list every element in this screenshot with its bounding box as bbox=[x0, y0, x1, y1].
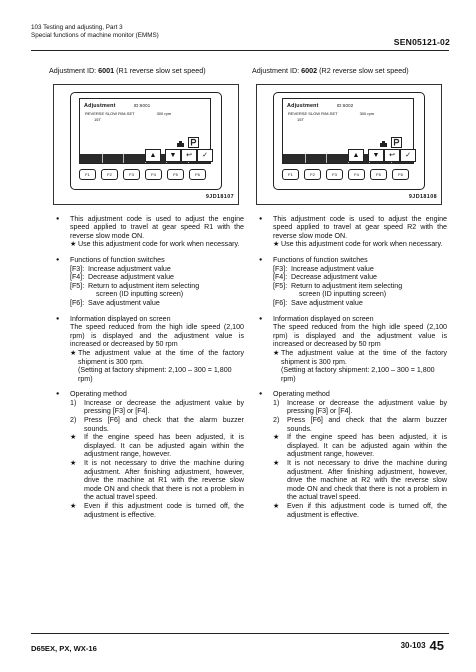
adjustment-title: Adjustment ID: 6001 (R1 reverse slow set speed) bbox=[49, 66, 206, 75]
lcd-title: Adjustment ID:6002 bbox=[287, 102, 354, 109]
usage-note: ★ Use this adjustment code for work when necessary. bbox=[70, 240, 240, 249]
parking-icon bbox=[188, 137, 199, 148]
engine-icon bbox=[176, 139, 185, 148]
function-f5: [F5]: Return to adjustment item selecting bbox=[70, 281, 200, 290]
adjustment-title: Adjustment ID: 6002 (R2 reverse slow set speed) bbox=[252, 66, 409, 75]
switch-f2[interactable]: F2 bbox=[304, 169, 321, 180]
function-f4: [F4]: Decrease adjustment value bbox=[70, 273, 174, 282]
lcd-item-line: REVERSE SLOW R/M-SET 300 rpm bbox=[288, 110, 375, 116]
header-line-1: 103 Testing and adjusting, Part 3 bbox=[31, 24, 123, 31]
switch-f3[interactable]: F3 bbox=[326, 169, 343, 180]
switch-f6[interactable]: F6 bbox=[392, 169, 409, 180]
lcd-sub-line: 15T bbox=[297, 116, 304, 122]
operating-heading: ● Operating method bbox=[259, 390, 447, 399]
functions-heading: ● Functions of function switches bbox=[56, 256, 244, 265]
column-6002 bbox=[252, 66, 447, 519]
header-rule bbox=[31, 50, 449, 51]
switch-f3[interactable]: F3 bbox=[123, 169, 140, 180]
function-guide-icons bbox=[282, 149, 412, 161]
operating-note-1: ★ If the engine speed has been adjusted, it is displayed. It can be adjusted again within the adjustment range, however. bbox=[70, 433, 244, 459]
function-f4: [F4]: Decrease adjustment value bbox=[273, 273, 377, 282]
document-code: SEN05121-02 bbox=[393, 37, 450, 47]
info-note-setting: (Setting at factory shipment: 2,100 – 300 = 1,800 rpm) bbox=[78, 366, 232, 383]
info-text: The speed reduced from the high idle speed (2,100 rpm) is displayed and the adjustment value is increased or decreased by 50 rpm bbox=[70, 323, 244, 349]
switch-f5[interactable]: F5 bbox=[370, 169, 387, 180]
info-note: ★ The adjustment value at the time of the factory shipment is 300 rpm. bbox=[70, 348, 244, 366]
function-f3: [F3]: Increase adjustment value bbox=[70, 264, 171, 273]
operating-step-2: 2) Press [F6] and check that the alarm buzzer sounds. bbox=[70, 416, 244, 433]
column-6001 bbox=[49, 66, 244, 519]
lcd-item-line: REVERSE SLOW R/M-SET 300 rpm bbox=[85, 110, 172, 116]
function-f5-cont: screen (ID inputting screen) bbox=[96, 290, 184, 299]
usage-note: ★ Use this adjustment code for work when necessary. bbox=[273, 240, 443, 249]
operating-step-2: 2) Press [F6] and check that the alarm buzzer sounds. bbox=[273, 416, 447, 433]
function-f5-cont: screen (ID inputting screen) bbox=[299, 290, 387, 299]
operating-step-1: 1) Increase or decrease the adjustment value by pressing [F3] or [F4]. bbox=[70, 398, 244, 416]
figure-id: 9JD18107 bbox=[205, 194, 234, 200]
machine-monitor bbox=[70, 92, 222, 190]
down-arrow-icon: ▼ bbox=[368, 149, 384, 162]
operating-note-2: ★ It is not necessary to drive the machine during adjustment. After finishing adjustment, however, drive the machine at R2 with the reverse slow mode ON and check that there is not a problem in the actual travel speed. bbox=[273, 459, 447, 502]
parking-icon bbox=[391, 137, 402, 148]
up-arrow-icon: ▲ bbox=[145, 149, 161, 162]
page-number: 45 bbox=[429, 638, 444, 653]
info-note: ★ The adjustment value at the time of the factory shipment is 300 rpm. bbox=[273, 348, 447, 366]
switch-f1[interactable]: F1 bbox=[282, 169, 299, 180]
functions-heading: ● Functions of function switches bbox=[259, 256, 447, 265]
function-switches bbox=[280, 169, 418, 183]
switch-f2[interactable]: F2 bbox=[101, 169, 118, 180]
footer-section: 30-103 bbox=[400, 641, 426, 650]
operating-note-1: ★ If the engine speed has been adjusted, it is displayed. It can be adjusted again within the adjustment range, however. bbox=[273, 433, 447, 459]
info-heading: ● Information displayed on screen bbox=[56, 315, 244, 324]
check-icon: ✓ bbox=[197, 149, 213, 162]
function-f6: [F6]: Save adjustment value bbox=[70, 298, 160, 307]
down-arrow-icon: ▼ bbox=[165, 149, 181, 162]
footer-model: D65EX, PX, WX-16 bbox=[31, 644, 97, 653]
switch-f5[interactable]: F5 bbox=[167, 169, 184, 180]
info-heading: ● Information displayed on screen bbox=[259, 315, 447, 324]
function-f6: [F6]: Save adjustment value bbox=[273, 298, 363, 307]
return-icon: ↩ bbox=[384, 149, 400, 162]
function-switches bbox=[77, 169, 215, 183]
operating-step-1: 1) Increase or decrease the adjustment value by pressing [F3] or [F4]. bbox=[273, 398, 447, 416]
figure-id: 9JD18108 bbox=[408, 194, 437, 200]
header-title bbox=[31, 24, 159, 40]
info-note-setting: (Setting at factory shipment: 2,100 – 300 = 1,800 rpm) bbox=[281, 366, 435, 383]
lcd-title: Adjustment ID:6001 bbox=[84, 102, 151, 109]
operating-note-3: ★ Even if this adjustment code is turned off, the adjustment is effective. bbox=[70, 502, 244, 519]
info-text: The speed reduced from the high idle speed (2,100 rpm) is displayed and the adjustment value is increased or decreased by 50 rpm bbox=[273, 323, 447, 349]
return-icon: ↩ bbox=[181, 149, 197, 162]
footer-page bbox=[401, 638, 444, 653]
function-f5: [F5]: Return to adjustment item selecting bbox=[273, 281, 403, 290]
engine-icon bbox=[379, 139, 388, 148]
lcd-sub-line: 15T bbox=[94, 116, 101, 122]
up-arrow-icon: ▲ bbox=[348, 149, 364, 162]
purpose-bullet: ● This adjustment code is used to adjust the engine speed applied to travel at gear speed R2 with the reverse slow mode ON. bbox=[259, 215, 447, 241]
operating-note-3: ★ Even if this adjustment code is turned off, the adjustment is effective. bbox=[273, 502, 447, 519]
monitor-figure bbox=[256, 84, 442, 205]
operating-note-2: ★ It is not necessary to drive the machine during adjustment. After finishing adjustment, however, drive the machine at R1 with the reverse slow mode ON and check that there is not a problem in the actual travel speed. bbox=[70, 459, 244, 502]
function-f3: [F3]: Increase adjustment value bbox=[273, 264, 374, 273]
check-icon: ✓ bbox=[400, 149, 416, 162]
function-guide-icons bbox=[79, 149, 209, 161]
machine-monitor bbox=[273, 92, 425, 190]
switch-f4[interactable]: F4 bbox=[348, 169, 365, 180]
purpose-bullet: ● This adjustment code is used to adjust the engine speed applied to travel at gear speed R1 with the reverse slow mode ON. bbox=[56, 215, 244, 241]
operating-heading: ● Operating method bbox=[56, 390, 244, 399]
switch-f1[interactable]: F1 bbox=[79, 169, 96, 180]
monitor-figure bbox=[53, 84, 239, 205]
footer-rule bbox=[31, 633, 449, 634]
switch-f6[interactable]: F6 bbox=[189, 169, 206, 180]
header-line-2: Special functions of machine monitor (EMMS) bbox=[31, 32, 159, 39]
switch-f4[interactable]: F4 bbox=[145, 169, 162, 180]
